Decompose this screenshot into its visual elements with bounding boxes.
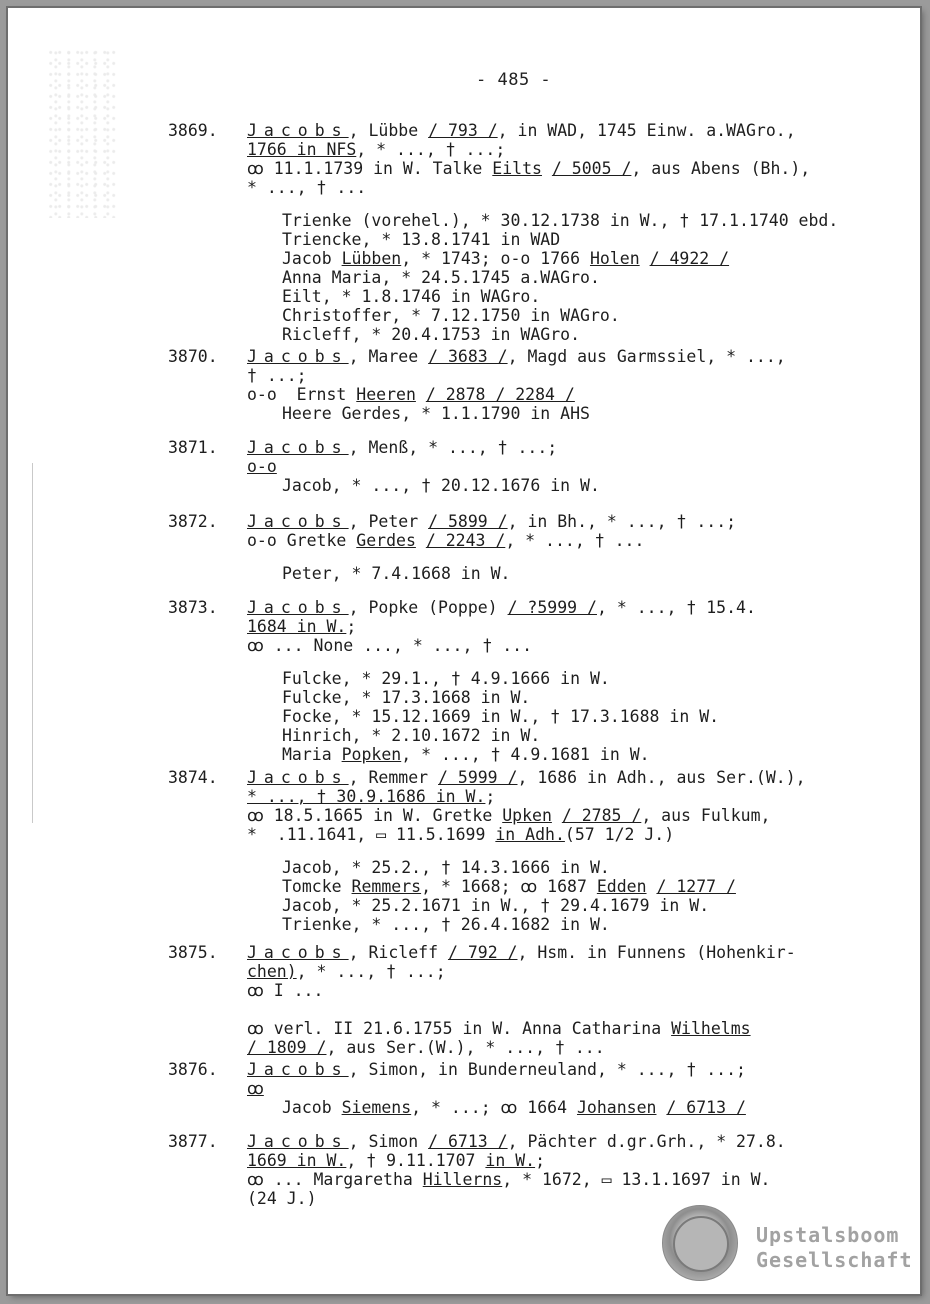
entry-line: [247, 1151, 907, 1170]
text-segment: , * 1743; o-o 1766: [401, 249, 590, 268]
entry-number: 3872.: [168, 512, 218, 531]
child-line: [282, 287, 907, 306]
child-line: [282, 1098, 907, 1117]
entry-line: [247, 1132, 907, 1151]
text-segment: , Hsm. in Funnens (Hohenkir-: [517, 943, 796, 962]
children-list: [247, 404, 907, 423]
entry-line: [247, 347, 907, 366]
entry-number: 3873.: [168, 598, 218, 617]
underlined-text: 1669 in W.: [247, 1151, 347, 1170]
text-segment: Heere Gerdes, * 1.1.1790 in AHS: [282, 404, 590, 423]
text-segment: , * ...; ꝏ 1664: [411, 1098, 577, 1117]
text-segment: Jacob: [282, 1098, 342, 1117]
text-segment: Anna Maria, * 24.5.1745 a.WAGro.: [282, 268, 600, 287]
text-segment: Tomcke: [282, 877, 352, 896]
text-segment: , aus Abens (Bh.),: [631, 159, 811, 178]
cross-reference: / 2243 /: [425, 531, 506, 550]
surname: Jacobs: [247, 347, 349, 366]
child-line: [282, 476, 907, 495]
text-segment: [640, 249, 650, 268]
child-line: [282, 564, 907, 583]
cross-reference: / 6713 /: [428, 1132, 508, 1151]
children-list: [247, 669, 907, 764]
text-segment: , 1686 in Adh., aus Ser.(W.),: [517, 768, 806, 787]
text-segment: ;: [485, 787, 496, 806]
cross-reference: / 1809 /: [247, 1038, 327, 1057]
text-segment: ꝏ verl. II 21.6.1755 in W. Anna Catharina: [247, 1019, 672, 1038]
text-segment: , * 1668; ꝏ 1687: [421, 877, 597, 896]
underlined-text: chen): [247, 962, 297, 981]
entry-line: [247, 1019, 907, 1038]
cross-reference: / 4922 /: [649, 249, 730, 268]
underlined-text: Lübben: [341, 249, 402, 268]
entry-number: 3875.: [168, 943, 218, 962]
child-line: [282, 325, 907, 344]
entry-number: 3870.: [168, 347, 218, 366]
text-segment: , * ..., † 4.9.1681 in W.: [401, 745, 650, 764]
child-line: [282, 669, 907, 688]
text-segment: [656, 1098, 666, 1117]
text-segment: Triencke, * 13.8.1741 in WAD: [282, 230, 561, 249]
underlined-text: 1766 in NFS: [247, 140, 357, 159]
underlined-text: Edden: [596, 877, 647, 896]
entry-line: [247, 962, 907, 981]
stamp-line2: Gesellschaft: [756, 1248, 913, 1272]
entry-line: [247, 159, 907, 178]
entry-line: [247, 1170, 907, 1189]
surname: Jacobs: [247, 121, 349, 140]
text-segment: , * ..., † ...;: [296, 962, 446, 981]
entry-body: [247, 438, 907, 495]
text-segment: Jacob, * 25.2., † 14.3.1666 in W.: [282, 858, 610, 877]
text-segment: Focke, * 15.12.1669 in W., † 17.3.1688 in W.: [282, 707, 720, 726]
entry-line: [247, 636, 907, 655]
entry-line: [247, 1060, 907, 1079]
text-segment: † ...;: [247, 366, 307, 385]
entry-line: [247, 1038, 907, 1057]
entry-line: [247, 178, 907, 197]
stamp-line1: Upstalsboom: [756, 1223, 900, 1247]
text-segment: , Peter: [348, 512, 429, 531]
text-segment: ;: [535, 1151, 546, 1170]
child-line: [282, 726, 907, 745]
text-segment: , Popke (Poppe): [348, 598, 508, 617]
text-segment: Hinrich, * 2.10.1672 in W.: [282, 726, 541, 745]
seal-icon: [662, 1205, 738, 1281]
text-segment: [552, 806, 562, 825]
entry-body: [247, 121, 907, 344]
text-segment: Jacob, * ..., † 20.12.1676 in W.: [282, 476, 600, 495]
entry-line: [247, 438, 907, 457]
society-stamp: [658, 1201, 920, 1287]
scan-speckle: [48, 48, 118, 218]
cross-reference: / 5999 /: [438, 768, 518, 787]
child-line: [282, 745, 907, 764]
cross-reference: / 792 /: [447, 943, 518, 962]
child-line: [282, 688, 907, 707]
entry-line: [247, 787, 907, 806]
page-number: - 485 -: [476, 70, 552, 90]
child-line: [282, 877, 907, 896]
text-segment: , in WAD, 1745 Einw. a.WAGro.,: [497, 121, 796, 140]
text-segment: * ..., † ...: [247, 178, 367, 197]
child-line: [282, 230, 907, 249]
text-segment: Peter, * 7.4.1668 in W.: [282, 564, 511, 583]
text-segment: Fulcke, * 29.1., † 4.9.1666 in W.: [282, 669, 610, 688]
child-line: [282, 306, 907, 325]
surname: Jacobs: [247, 598, 349, 617]
text-segment: , Ricleff: [348, 943, 448, 962]
surname: Jacobs: [247, 438, 349, 457]
text-segment: * .11.1641, ▭ 11.5.1699: [247, 825, 496, 844]
entry-number: 3874.: [168, 768, 218, 787]
entry-body: [247, 347, 907, 423]
text-segment: , Lübbe: [348, 121, 429, 140]
text-segment: , aus Ser.(W.), * ..., † ...: [326, 1038, 605, 1057]
text-segment: , † 9.11.1707: [346, 1151, 486, 1170]
cross-reference: / 3683 /: [428, 347, 508, 366]
underlined-text: in W.: [485, 1151, 536, 1170]
underlined-text: Hillerns: [422, 1170, 503, 1189]
child-line: [282, 915, 907, 934]
text-segment: [542, 159, 552, 178]
text-segment: , Menß, * ..., † ...;: [348, 438, 558, 457]
surname: Jacobs: [247, 1060, 349, 1079]
cross-reference: / 2878 / 2284 /: [425, 385, 575, 404]
entry-body: [247, 768, 907, 934]
text-segment: o-o Ernst: [247, 385, 357, 404]
text-segment: , aus Fulkum,: [641, 806, 771, 825]
cross-reference: / 5899 /: [428, 512, 508, 531]
text-segment: , Maree: [348, 347, 429, 366]
underlined-text: Holen: [589, 249, 640, 268]
entry-line: [247, 531, 907, 550]
child-line: [282, 858, 907, 877]
text-segment: (57 1/2 J.): [564, 825, 675, 844]
entry-line: [247, 768, 907, 787]
text-segment: Maria: [282, 745, 342, 764]
text-segment: Fulcke, * 17.3.1668 in W.: [282, 688, 531, 707]
entry-line: [247, 140, 907, 159]
entry-number: 3876.: [168, 1060, 218, 1079]
text-segment: Eilt, * 1.8.1746 in WAGro.: [282, 287, 541, 306]
text-segment: , * 1672, ▭ 13.1.1697 in W.: [502, 1170, 771, 1189]
entry-body: [247, 943, 907, 1057]
cross-reference: / 1277 /: [656, 877, 736, 896]
child-line: [282, 896, 907, 915]
cross-reference: / 6713 /: [666, 1098, 746, 1117]
text-segment: Ricleff, * 20.4.1753 in WAGro.: [282, 325, 581, 344]
text-segment: Jacob: [282, 249, 342, 268]
child-line: [282, 211, 907, 230]
cross-reference: / 2785 /: [561, 806, 642, 825]
text-segment: Jacob, * 25.2.1671 in W., † 29.4.1679 in W.: [282, 896, 710, 915]
entry-line: [247, 121, 907, 140]
underlined-text: Remmers: [351, 877, 422, 896]
text-segment: (24 J.): [247, 1189, 317, 1208]
text-segment: , Remmer: [348, 768, 439, 787]
underlined-text: Siemens: [341, 1098, 412, 1117]
text-segment: , in Bh., * ..., † ...;: [507, 512, 737, 531]
text-segment: ꝏ 11.1.1739 in W. Talke: [247, 159, 493, 178]
text-segment: , * ..., † ...;: [356, 140, 506, 159]
child-line: [282, 404, 907, 423]
entry-line: [247, 1000, 907, 1019]
text-segment: , Simon, in Bunderneuland, * ..., † ...;: [348, 1060, 746, 1079]
underlined-text: o-o: [247, 457, 277, 476]
document-page: [8, 8, 920, 1294]
underlined-text: ꝏ: [247, 1079, 264, 1098]
cross-reference: / 5005 /: [551, 159, 632, 178]
entry-body: [247, 1060, 907, 1117]
text-segment: Trienke (vorehel.), * 30.12.1738 in W., † 17.1.1740 ebd.: [282, 211, 839, 230]
entry-number: 3871.: [168, 438, 218, 457]
text-segment: ꝏ ... None ..., * ..., † ...: [247, 636, 533, 655]
children-list: [247, 1098, 907, 1117]
text-segment: [416, 385, 426, 404]
entry-line: [247, 617, 907, 636]
entry-line: [247, 806, 907, 825]
text-segment: [416, 531, 426, 550]
entry-line: [247, 943, 907, 962]
child-line: [282, 268, 907, 287]
text-segment: ;: [346, 617, 357, 636]
child-line: [282, 249, 907, 268]
underlined-text: Gerdes: [356, 531, 416, 550]
underlined-text: in Adh.: [495, 825, 565, 844]
entry-line: [247, 366, 907, 385]
underlined-text: Wilhelms: [671, 1019, 751, 1038]
text-segment: Trienke, * ..., † 26.4.1682 in W.: [282, 915, 610, 934]
underlined-text: Eilts: [492, 159, 542, 178]
children-list: [247, 858, 907, 934]
entry-line: [247, 1079, 907, 1098]
entry-line: [247, 598, 907, 617]
text-segment: [647, 877, 657, 896]
entry-body: [247, 512, 907, 583]
scan-edge-line: [32, 463, 33, 823]
children-list: [247, 476, 907, 495]
text-segment: ꝏ I ...: [247, 981, 324, 1000]
text-segment: Christoffer, * 7.12.1750 in WAGro.: [282, 306, 620, 325]
children-list: [247, 211, 907, 344]
underlined-text: Upken: [502, 806, 552, 825]
entry-body: [247, 1132, 907, 1208]
entry-line: [247, 457, 907, 476]
text-segment: o-o Gretke: [247, 531, 357, 550]
cross-reference: / ?5999 /: [507, 598, 597, 617]
surname: Jacobs: [247, 1132, 349, 1151]
text-segment: ꝏ 18.5.1665 in W. Gretke: [247, 806, 503, 825]
underlined-text: Popken: [341, 745, 402, 764]
surname: Jacobs: [247, 512, 349, 531]
text-segment: , * ..., † 15.4.: [596, 598, 756, 617]
surname: Jacobs: [247, 943, 349, 962]
underlined-text: Johansen: [576, 1098, 657, 1117]
entry-body: [247, 598, 907, 764]
entry-number: 3877.: [168, 1132, 218, 1151]
underlined-text: * ..., † 30.9.1686 in W.: [247, 787, 486, 806]
text-segment: , Simon: [348, 1132, 429, 1151]
child-line: [282, 707, 907, 726]
text-segment: ꝏ ... Margaretha: [247, 1170, 423, 1189]
text-segment: , Magd aus Garmssiel, * ...,: [507, 347, 786, 366]
entry-line: [247, 981, 907, 1000]
underlined-text: 1684 in W.: [247, 617, 347, 636]
surname: Jacobs: [247, 768, 349, 787]
children-list: [247, 564, 907, 583]
entry-line: [247, 512, 907, 531]
cross-reference: / 793 /: [428, 121, 498, 140]
text-segment: , * ..., † ...: [505, 531, 645, 550]
entry-number: 3869.: [168, 121, 218, 140]
entry-line: [247, 385, 907, 404]
underlined-text: Heeren: [356, 385, 416, 404]
text-segment: , Pächter d.gr.Grh., * 27.8.: [507, 1132, 786, 1151]
entry-line: [247, 825, 907, 844]
